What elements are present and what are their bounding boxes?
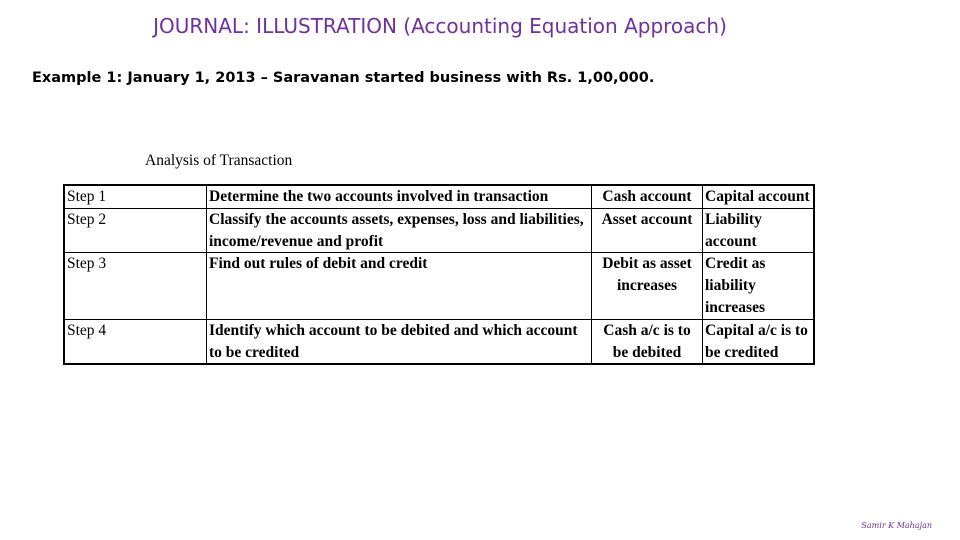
author-signature: Samir K Mahajan [861, 521, 932, 530]
step-label: Step 1 [64, 185, 207, 208]
table-row [64, 319, 814, 364]
step-description: Find out rules of debit and credit [207, 253, 592, 319]
step-description: Classify the accounts assets, expenses, loss and liabilities, income/revenue and profit [207, 208, 592, 253]
slide-title: JOURNAL: ILLUSTRATION (Accounting Equation Approach) [153, 14, 727, 38]
credit-account-cell: Credit as liability increases [703, 253, 815, 319]
credit-account-cell: Capital account [703, 185, 815, 208]
step-label: Step 3 [64, 253, 207, 319]
analysis-table [63, 184, 815, 365]
debit-account-cell: Cash a/c is to be debited [592, 319, 703, 364]
step-label: Step 2 [64, 208, 207, 253]
credit-account-cell: Liability account [703, 208, 815, 253]
credit-account-cell: Capital a/c is to be credited [703, 319, 815, 364]
analysis-heading: Analysis of Transaction [145, 152, 293, 169]
debit-account-cell: Cash account [592, 185, 703, 208]
step-description: Identify which account to be debited and which account to be credited [207, 319, 592, 364]
step-description: Determine the two accounts involved in transaction [207, 185, 592, 208]
table-row [64, 208, 814, 253]
table-row [64, 185, 814, 208]
debit-account-cell: Asset account [592, 208, 703, 253]
step-label: Step 4 [64, 319, 207, 364]
example-text: Example 1: January 1, 2013 – Saravanan started business with Rs. 1,00,000. [32, 70, 655, 86]
table-row [64, 253, 814, 319]
debit-account-cell: Debit as asset increases [592, 253, 703, 319]
